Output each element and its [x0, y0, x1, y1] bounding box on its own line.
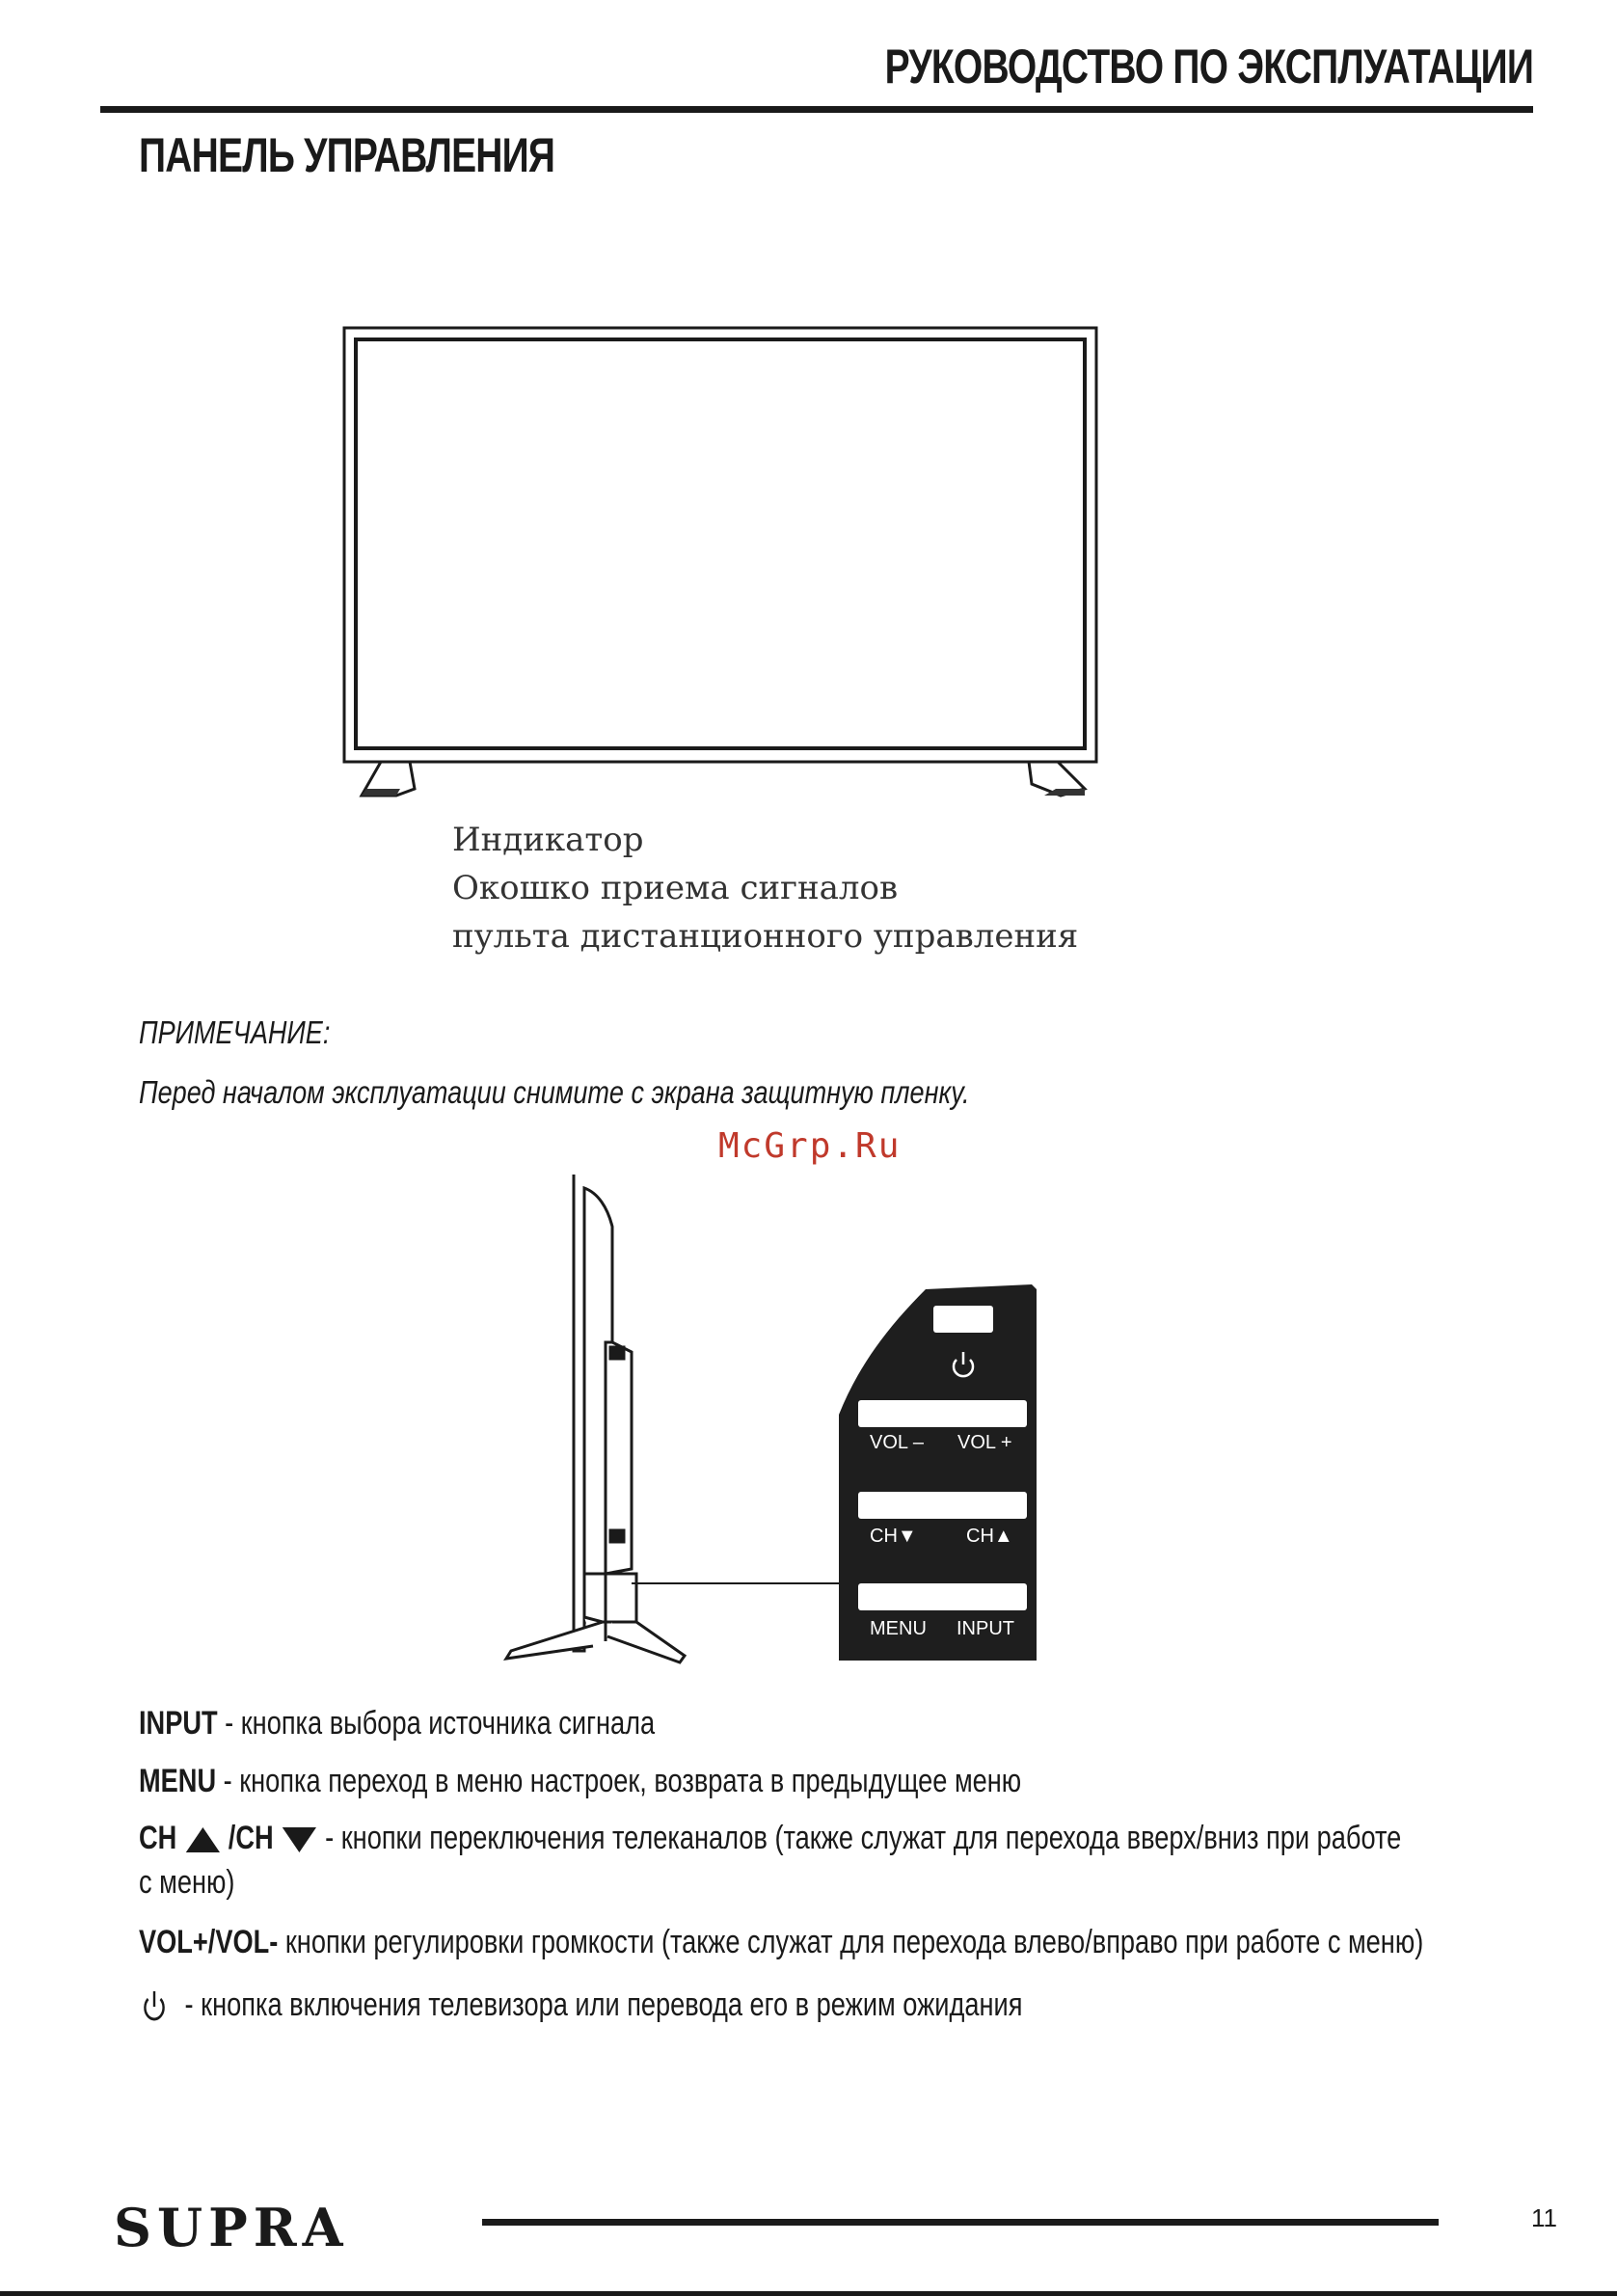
- caption-indicator: Индикатор: [452, 821, 644, 859]
- ch-down-text: CH: [870, 1526, 898, 1547]
- triangle-up-icon: [184, 1825, 221, 1854]
- panel-label-ch-up: CH▲: [966, 1526, 1013, 1547]
- desc-input-text: - кнопка выбора источника сигнала: [217, 1705, 656, 1742]
- desc-vol-text: кнопки регулировки громкости (также служат для перехода влево/вправо при работе с меню): [278, 1924, 1424, 1960]
- desc-ch-continued: с меню): [139, 1864, 235, 1901]
- desc-power: [139, 1982, 1022, 2028]
- triangle-down-icon: [281, 1825, 317, 1854]
- desc-vol: [139, 1919, 1423, 1965]
- tv-side-illustration: [501, 1169, 1041, 1670]
- front-caption: [452, 816, 1078, 960]
- watermark: McGrp.Ru: [718, 1126, 902, 1166]
- ch-up-text: CH: [966, 1526, 994, 1547]
- footer-rule: [482, 2219, 1439, 2226]
- desc-input: [139, 1700, 655, 1746]
- vol-button-bar: [858, 1400, 1027, 1427]
- desc-ch-text1: - кнопки переключения телеканалов (также служат для перехода вверх/вниз при работе: [317, 1820, 1402, 1856]
- caption-remote: пульта дистанционного управления: [452, 917, 1079, 956]
- desc-menu-text: - кнопка переход в меню настроек, возврата в предыдущее меню: [216, 1763, 1022, 1799]
- header-rule: [100, 106, 1533, 113]
- panel-label-input: INPUT: [957, 1618, 1014, 1639]
- tv-front-stand-right: [1029, 762, 1085, 796]
- note-heading: ПРИМЕЧАНИЕ:: [139, 1014, 331, 1050]
- caption-ir-window: Окошко приема сигналов: [452, 869, 899, 907]
- vol-plus-text: VOL: [957, 1432, 996, 1453]
- vol-minus-text: VOL: [870, 1432, 908, 1453]
- power-icon: [139, 1987, 170, 2026]
- desc-ch: [139, 1815, 1401, 1861]
- tv-side-stand: [506, 1617, 685, 1662]
- tv-side-body: [574, 1175, 636, 1651]
- ch-button-bar: [858, 1492, 1027, 1519]
- panel-label-vol-plus: VOL +: [957, 1432, 1012, 1453]
- header-title: РУКОВОДСТВО ПО ЭКСПЛУАТАЦИИ: [884, 40, 1533, 94]
- bottom-edge: [0, 2291, 1617, 2296]
- button-panel: [839, 1284, 1037, 1661]
- panel-label-vol-minus: VOL –: [870, 1432, 924, 1453]
- desc-power-text: - кнопка включения телевизора или перевода его в режим ожидания: [177, 1986, 1023, 2023]
- panel-label-menu: MENU: [870, 1618, 927, 1639]
- brand-logo: SUPRA: [114, 2197, 349, 2258]
- tv-front-illustration: [342, 326, 1114, 808]
- desc-ch-key1: CH: [139, 1820, 184, 1856]
- section-title: ПАНЕЛЬ УПРАВЛЕНИЯ: [139, 128, 555, 182]
- page-number: 11: [1531, 2203, 1557, 2232]
- panel-label-ch-down: CH▼: [870, 1526, 917, 1547]
- note-text: Перед началом эксплуатации снимите с экрана защитную пленку.: [139, 1074, 970, 1110]
- menu-input-button-bar: [858, 1583, 1027, 1610]
- tv-front-stand-left: [362, 762, 415, 796]
- desc-input-key: INPUT: [139, 1705, 218, 1742]
- desc-vol-key: VOL+/VOL-: [139, 1924, 279, 1960]
- desc-ch-key2: /CH: [221, 1820, 282, 1856]
- desc-menu: [139, 1758, 1021, 1804]
- power-button: [933, 1306, 993, 1333]
- desc-menu-key: MENU: [139, 1763, 217, 1799]
